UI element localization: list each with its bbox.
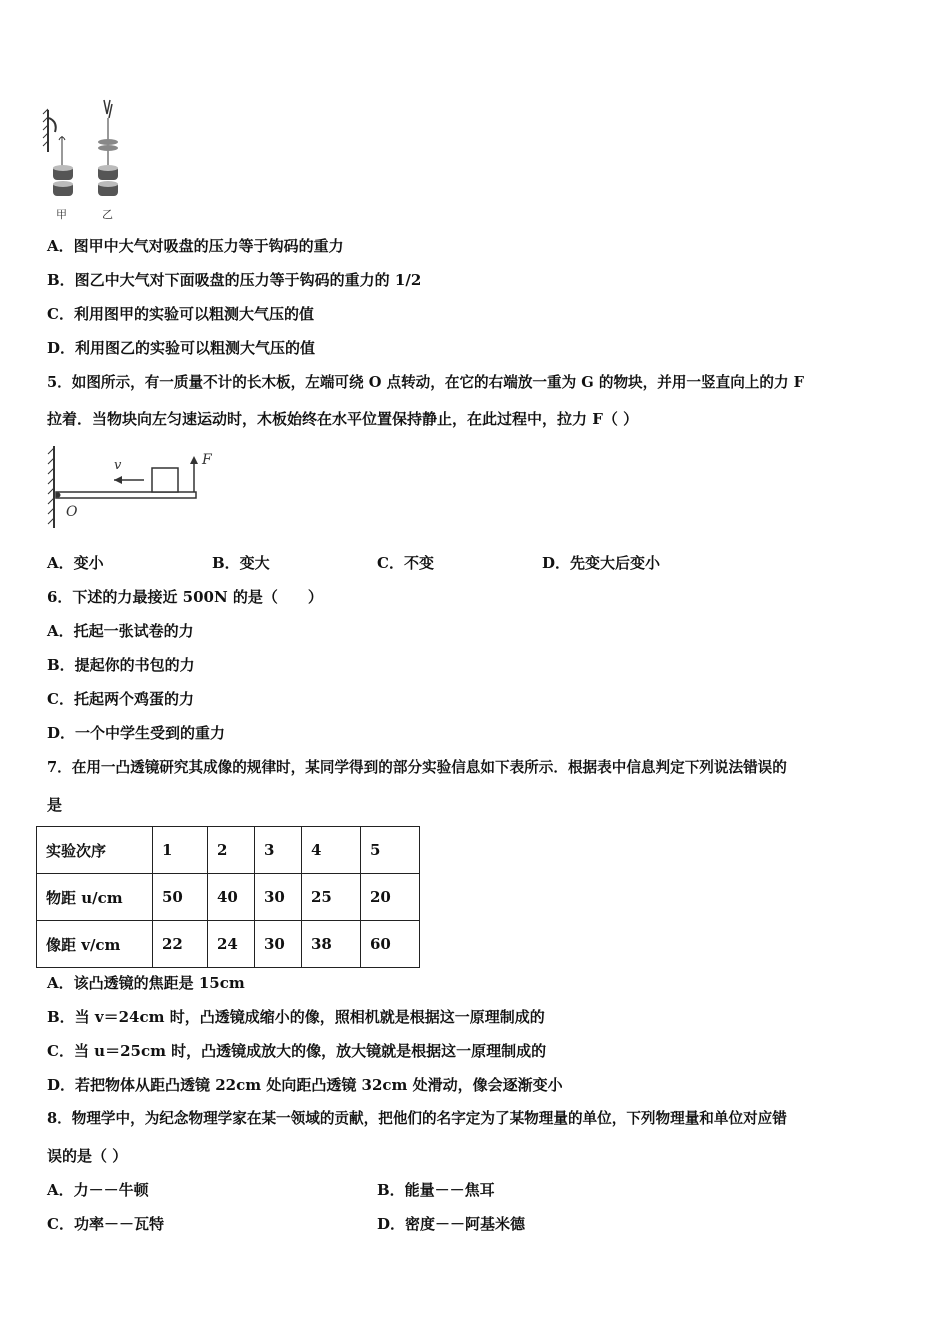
table-cell: 3 — [255, 827, 302, 874]
q6-option-a: A．托起一张试卷的力 — [47, 622, 194, 640]
table-cell: 30 — [255, 921, 302, 968]
figure-label-jia: 甲 — [56, 208, 67, 221]
q8-option-d: D．密度－－阿基米德 — [377, 1215, 526, 1233]
q8-option-b: B．能量－－焦耳 — [377, 1181, 495, 1199]
q7-option-a: A．该凸透镜的焦距是 15cm — [47, 974, 245, 992]
experiment-table — [36, 826, 420, 968]
q8-stem-line1: 8．物理学中，为纪念物理学家在某一领域的贡献，把他们的名字定为了某物理量的单位，下列物理量和单位对应错 — [47, 1110, 787, 1127]
q6-stem: 6．下述的力最接近 500N 的是（ ） — [47, 588, 323, 606]
table-cell: 30 — [255, 874, 302, 921]
q8-stem-line2: 误的是（ ） — [47, 1147, 128, 1165]
table-cell: 20 — [361, 874, 420, 921]
q5-stem-line1: 5．如图所示，有一质量不计的长木板，左端可绕 O 点转动，在它的右端放一重为 G 的物块，并用一竖直向上的力 F — [47, 374, 805, 391]
q4-option-c: C．利用图甲的实验可以粗测大气压的值 — [47, 305, 314, 323]
table-cell: 60 — [361, 921, 420, 968]
q7-option-d: D．若把物体从距凸透镜 22cm 处向距凸透镜 32cm 处滑动，像会逐渐变小 — [47, 1076, 563, 1094]
q7-stem-line1: 7．在用一凸透镜研究其成像的规律时，某同学得到的部分实验信息如下表所示．根据表中信息判定下列说法错误的 — [47, 759, 787, 776]
suction-cup-figure — [40, 96, 140, 226]
table-cell: 25 — [302, 874, 361, 921]
table-row — [37, 874, 420, 921]
table-cell: 22 — [153, 921, 208, 968]
suction-cup-drawing — [40, 96, 140, 226]
table-cell: 40 — [208, 874, 255, 921]
table-cell: 50 — [153, 874, 208, 921]
q5-option-a: A．变小 — [47, 554, 104, 572]
table-header-cell: 像距 v/cm — [37, 921, 153, 968]
q8-option-c: C．功率－－瓦特 — [47, 1215, 164, 1233]
table-cell: 1 — [153, 827, 208, 874]
table-cell: 4 — [302, 827, 361, 874]
q5-option-c: C．不变 — [377, 554, 434, 572]
lever-F-label: F — [202, 452, 212, 468]
lever-figure — [44, 442, 224, 534]
table-row — [37, 921, 420, 968]
table-row — [37, 827, 420, 874]
figure-label-yi: 乙 — [102, 208, 113, 221]
q5-option-b: B．变大 — [212, 554, 270, 572]
table-cell: 38 — [302, 921, 361, 968]
q6-option-d: D．一个中学生受到的重力 — [47, 724, 226, 742]
lever-drawing — [44, 442, 224, 534]
q5-option-d: D．先变大后变小 — [542, 554, 661, 572]
q4-option-d: D．利用图乙的实验可以粗测大气压的值 — [47, 339, 316, 357]
table-header-cell: 实验次序 — [37, 827, 153, 874]
q6-option-b: B．提起你的书包的力 — [47, 656, 195, 674]
lever-O-label: O — [66, 504, 78, 520]
q8-option-a: A．力－－牛顿 — [47, 1181, 149, 1199]
q7-option-b: B．当 v＝24cm 时，凸透镜成缩小的像，照相机就是根据这一原理制成的 — [47, 1008, 545, 1026]
q7-stem-line2: 是 — [47, 796, 63, 814]
q6-option-c: C．托起两个鸡蛋的力 — [47, 690, 194, 708]
q4-option-a: A．图甲中大气对吸盘的压力等于钩码的重力 — [47, 237, 344, 255]
table-cell: 2 — [208, 827, 255, 874]
table-header-cell: 物距 u/cm — [37, 874, 153, 921]
q7-option-c: C．当 u＝25cm 时，凸透镜成放大的像，放大镜就是根据这一原理制成的 — [47, 1042, 547, 1060]
lever-v-label: v — [114, 458, 122, 473]
table-cell: 5 — [361, 827, 420, 874]
q4-option-b: B．图乙中大气对下面吸盘的压力等于钩码的重力的 1/2 — [47, 271, 422, 289]
table-cell: 24 — [208, 921, 255, 968]
q5-stem-line2: 拉着．当物块向左匀速运动时，木板始终在水平位置保持静止，在此过程中，拉力 F（ ） — [47, 410, 639, 428]
